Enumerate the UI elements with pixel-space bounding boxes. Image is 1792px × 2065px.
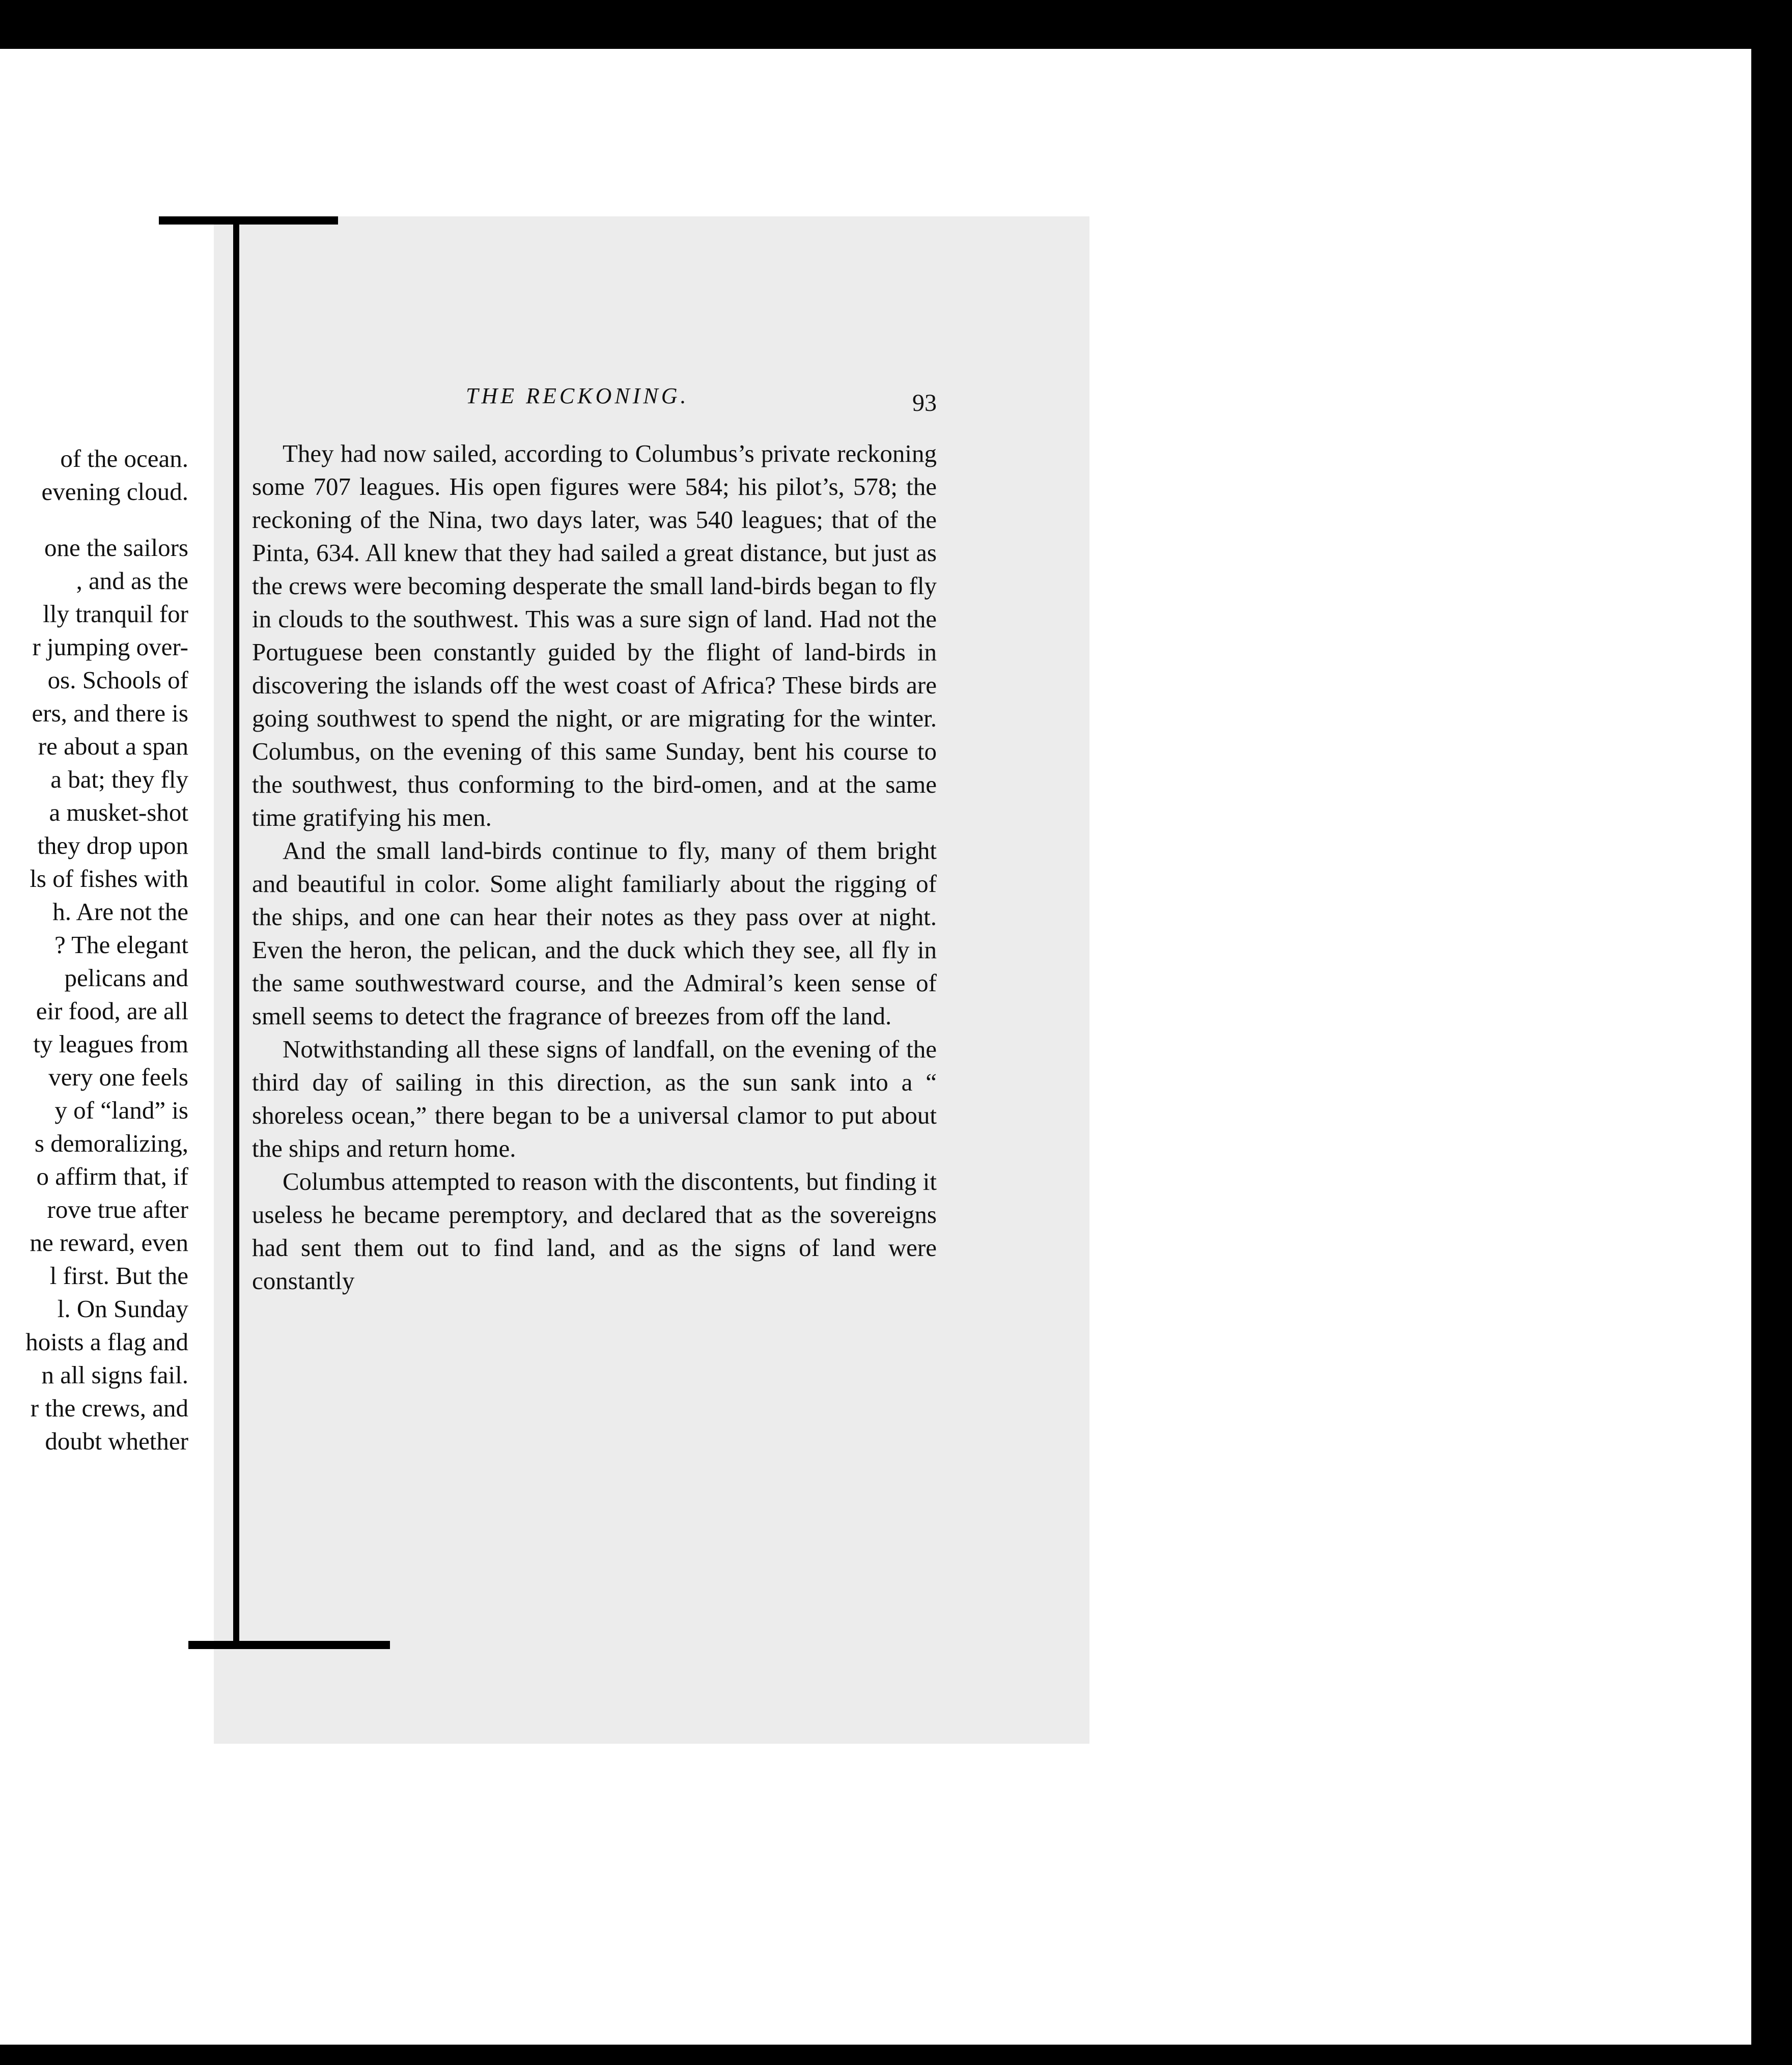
left-line: s demoralizing, bbox=[34, 1129, 188, 1157]
left-line: eir food, are all bbox=[36, 997, 188, 1025]
left-line: r the crews, and bbox=[30, 1394, 188, 1422]
left-line: one the sailors bbox=[44, 534, 188, 562]
left-line: a musket-shot bbox=[49, 798, 188, 826]
body-text bbox=[252, 437, 937, 1297]
left-line: y of “land” is bbox=[54, 1096, 188, 1124]
left-line: doubt whether bbox=[45, 1427, 188, 1455]
left-line: ls of fishes with bbox=[30, 864, 188, 892]
paragraph: Notwithstanding all these signs of landfall, on the evening of the third day of sailing in this direction, as the sun sank into a “ shoreless ocean,” there began to be a universal clamor to put about the ships and return home. bbox=[252, 1035, 937, 1162]
left-line: evening cloud. bbox=[41, 478, 188, 506]
left-line: ty leagues from bbox=[33, 1030, 188, 1058]
left-line: re about a span bbox=[38, 732, 188, 760]
gutter-bar-top bbox=[159, 216, 338, 225]
left-line: o affirm that, if bbox=[36, 1162, 188, 1190]
left-line: lly tranquil for bbox=[43, 600, 188, 628]
left-line: , and as the bbox=[76, 567, 188, 595]
left-line: l first. But the bbox=[49, 1262, 188, 1290]
left-line: os. Schools of bbox=[47, 666, 188, 694]
left-line: hoists a flag and bbox=[25, 1328, 188, 1356]
left-line: they drop upon bbox=[37, 831, 188, 859]
left-line: pelicans and bbox=[64, 964, 188, 992]
left-line: l. On Sunday bbox=[57, 1295, 188, 1323]
left-line: ? The elegant bbox=[54, 931, 188, 959]
paragraph: Columbus attempted to reason with the discontents, but finding it useless he became peremptory, and declared that as the sovereigns had sent them out to find land, and as the signs of land were constantly bbox=[252, 1167, 937, 1295]
left-line: r jumping over- bbox=[32, 633, 188, 661]
left-line: h. Are not the bbox=[52, 898, 188, 926]
left-line: a bat; they fly bbox=[50, 765, 188, 793]
left-page-fragment bbox=[0, 442, 188, 1458]
running-title: THE RECKONING. bbox=[466, 383, 689, 408]
gutter-bar bbox=[233, 223, 239, 1643]
left-line: rove true after bbox=[47, 1195, 188, 1223]
left-line: n all signs fail. bbox=[41, 1361, 188, 1389]
left-line: very one feels bbox=[48, 1063, 188, 1091]
paragraph: They had now sailed, according to Columbus’s private reckoning some 707 leagues. His open figures were 584; his pilot’s, 578; the reckoning of the Nina, two days later, was 540 leagues; that of the Pinta, 634. All knew that they had sailed a great distance, but just as the crews were becoming desperate the small land-birds began to fly in clouds to the southwest. This was a sure sign of land. Had not the Portuguese been constantly guided by the flight of land-birds in discovering the islands off the west coast of Africa? These birds are going southwest to spend the night, or are migrating for the winter. Columbus, on the evening of this same Sunday, bent his course to the southwest, thus conforming to the bird-omen, and at the same time gratifying his men. bbox=[252, 439, 937, 831]
left-line: ers, and there is bbox=[32, 699, 188, 727]
page-header bbox=[252, 383, 937, 418]
paragraph: And the small land-birds continue to fly, many of them bright and beautiful in color. Some alight familiarly about the rigging of the ships, and one can hear their notes as they pass over at night. Even the heron, the pelican, and the duck which they see, all fly in the same southwestward course, and the Admiral’s keen sense of smell seems to detect the fragrance of breezes from off the land. bbox=[252, 836, 937, 1030]
page-number: 93 bbox=[912, 389, 937, 416]
left-line: of the ocean. bbox=[60, 444, 188, 472]
gutter-bar-bottom bbox=[188, 1641, 390, 1649]
left-line: ne reward, even bbox=[30, 1229, 188, 1257]
scan-border bbox=[1751, 49, 1792, 2045]
